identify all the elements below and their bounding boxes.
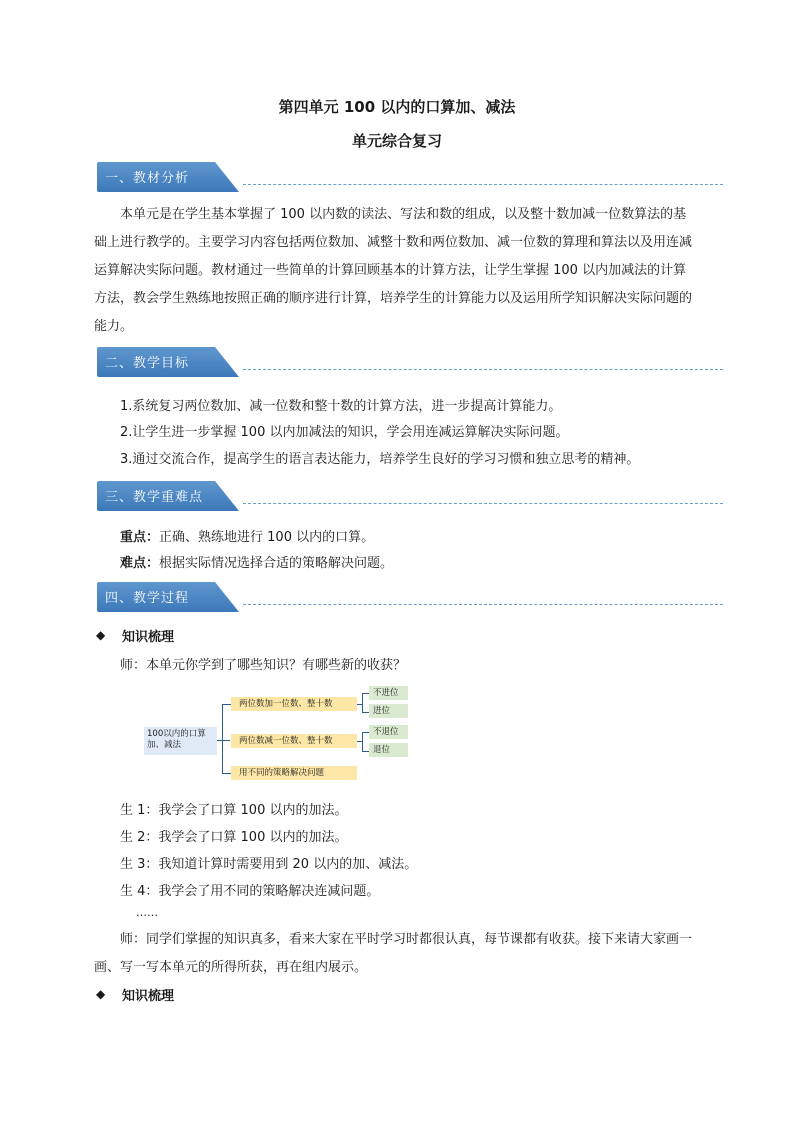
section-header-key-points [97,481,723,511]
section-label: 四、教学过程 [105,591,190,606]
key-point [120,526,374,545]
student-answer: 生 1：我学会了口算 100 以内的加法。 [120,803,348,818]
difficulty-label: 难点： [120,556,160,571]
dashed-divider [243,369,723,370]
goal-item: 1.系统复习两位数加、减一位数和整十数的计算方法，进一步提高计算能力。 [120,399,562,414]
section-header-analysis [97,162,723,192]
analysis-paragraph: 本单元是在学生基本掌握了 100 以内数的读法、写法和数的组成，以及整十数加减一位数算法的基础上进行教学的。主要学习内容包括两位数加、减整十数和两位数加、减一位数的算理和算法以及用连减运算解决实际问题。教材通过一些简单的计算回顾基本的计算方法，让学生掌握 100 以内加减法的计算方法，教会学生熟练地按照正确的顺序进行计算，培养学生的计算能力以及运用所学知识解决实际问题的能力。 [94,207,693,334]
diagram-leaf-no-borrow: 不退位 [369,725,408,739]
section-header-process [97,582,723,612]
section-label: 二、教学目标 [105,356,190,371]
diagram-branch-strategy: 用不同的策略解决问题 [231,766,357,780]
diagram-connector [222,704,231,774]
ellipsis: …… [136,906,158,919]
diagram-connector [222,740,230,741]
teacher-closing: 师：同学们掌握的知识真多，看来大家在平时学习时都很认真，每节课都有收获。接下来请大家画一画、写一写本单元的所得所获，再在组内展示。 [94,932,693,975]
subheading-knowledge: 知识梳理 [122,630,175,645]
diagram-leaf-no-carry: 不进位 [369,686,408,700]
subheading-knowledge-2: 知识梳理 [122,989,175,1004]
diagram-connector [362,693,369,713]
difficulty-text: 根据实际情况选择合适的策略解决问题。 [159,556,394,571]
student-answer: 生 4：我学会了用不同的策略解决连减问题。 [120,884,380,899]
diagram-root: 100以内的口算加、减法 [144,727,217,755]
section-label: 三、教学重难点 [105,490,204,505]
diamond-bullet-icon: ◆ [96,987,106,1001]
page-subtitle: 单元综合复习 [351,132,442,150]
diagram-connector [362,732,369,752]
dashed-divider [243,604,723,605]
student-answer: 生 2：我学会了口算 100 以内的加法。 [120,830,348,845]
key-point-text: 正确、熟练地进行 100 以内的口算。 [159,530,375,545]
dashed-divider [243,184,723,185]
section-header-goals [97,347,723,377]
diamond-bullet-icon: ◆ [96,628,106,642]
dashed-divider [243,503,723,504]
student-answer: 生 3：我知道计算时需要用到 20 以内的加、减法。 [120,857,418,872]
teacher-question: 师：本单元你学到了哪些知识？有哪些新的收获？ [120,658,407,673]
diagram-leaf-borrow: 退位 [369,743,408,757]
diagram-leaf-carry: 进位 [369,704,408,718]
goal-item: 2.让学生进一步掌握 100 以内加减法的知识，学会用连减运算解决实际问题。 [120,425,569,440]
diagram-branch-subtract: 两位数减一位数、整十数 [231,734,357,748]
key-point-label: 重点： [120,530,160,545]
section-label: 一、教材分析 [105,171,190,186]
goal-item: 3.通过交流合作，提高学生的语言表达能力，培养学生良好的学习习惯和独立思考的精神。 [120,452,640,467]
difficulty-point [120,552,393,571]
diagram-branch-add: 两位数加一位数、整十数 [231,697,357,711]
page-title: 第四单元 100 以内的口算加、减法 [278,98,516,116]
